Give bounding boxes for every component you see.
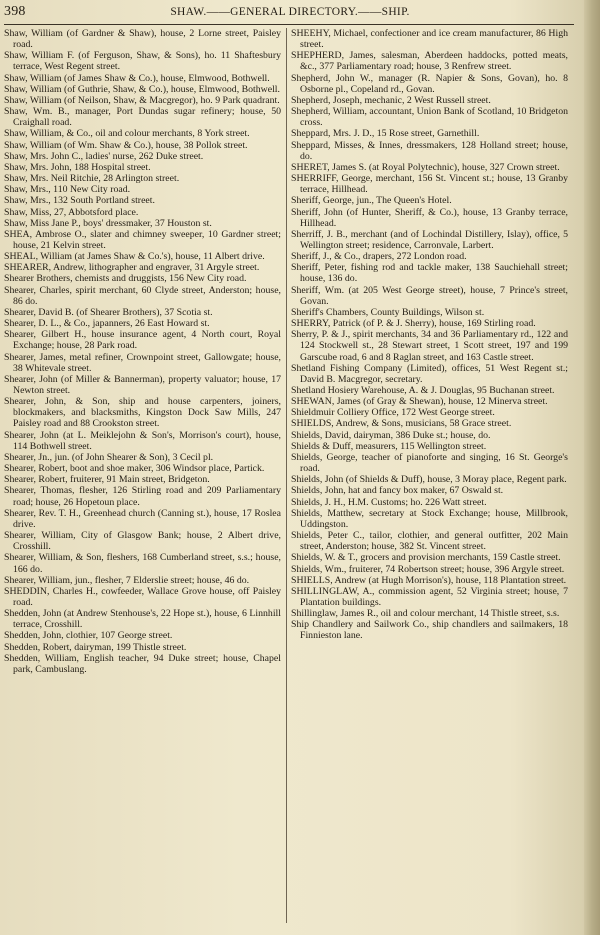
- directory-entry: Sherry, P. & J., spirit merchants, 34 and 36 Parliamentary rd., 122 and 124 Stockwell st., 28 Stewart street, 1 Scott street, 197 and 199 Garscube road, 6 and 8 Raglan street, and 163 Castle street.: [291, 329, 568, 363]
- directory-entry: Sheriff's Chambers, County Buildings, Wilson st.: [291, 306, 485, 318]
- directory-entry: SHILLINGLAW, A., commission agent, 52 Virginia street; house, 7 Plantation buildings.: [291, 585, 568, 608]
- directory-entry: Sheriff, George, jun., The Queen's Hotel.: [291, 195, 452, 207]
- directory-entry: Shetland Fishing Company (Limited), offices, 51 West Regent st.; David B. Macgregor, secretary.: [291, 362, 568, 385]
- directory-entry: Sheriff, John (of Hunter, Sheriff, & Co.), house, 13 Granby terrace, Hillhead.: [291, 206, 568, 229]
- page-edge: [584, 0, 600, 935]
- directory-entry: SHEWAN, James (of Gray & Shewan), house, 12 Minerva street.: [291, 396, 548, 408]
- directory-entry: Shearer Brothers, chemists and druggists, 156 New City road.: [4, 273, 247, 285]
- directory-entry: SHEAL, William (at James Shaw & Co.'s), house, 11 Albert drive.: [4, 251, 265, 263]
- column-divider: [286, 28, 287, 923]
- directory-entry: Shaw, William (of Guthrie, Shaw, & Co.), house, Elmwood, Bothwell.: [4, 83, 280, 95]
- directory-entry: Shearer, John, & Son, ship and house carpenters, joiners, blockmakers, and blacksmiths, Kingston Dock Saw Mills, 247 Paisley road and 88 Crookston street.: [4, 396, 281, 430]
- directory-entry: Ship Chandlery and Sailwork Co., ship chandlers and sailmakers, 18 Finnieston lane.: [291, 619, 568, 642]
- directory-entry: Shields, W. & T., grocers and provision merchants, 159 Castle street.: [291, 552, 561, 564]
- directory-entry: Shearer, Robert, fruiterer, 91 Main street, Bridgeton.: [4, 474, 210, 486]
- directory-entry: SHEA, Ambrose O., slater and chimney sweeper, 10 Gardner street; house, 21 Kelvin street.: [4, 228, 281, 251]
- directory-entry: SHEDDIN, Charles H., cowfeeder, Wallace Grove house, off Paisley road.: [4, 585, 281, 608]
- directory-entry: SHEEHY, Michael, confectioner and ice cream manufacturer, 86 High street.: [291, 28, 568, 51]
- directory-entry: Shedden, John, clothier, 107 George street.: [4, 630, 173, 642]
- directory-entry: Shaw, Miss Jane P., boys' dressmaker, 37 Houston st.: [4, 217, 212, 229]
- page-header: [0, 0, 560, 22]
- directory-entry: SHERRY, Patrick (of P. & J. Sherry), house, 169 Stirling road.: [291, 318, 536, 330]
- directory-entry: Shields & Duff, measurers, 115 Wellington street.: [291, 440, 487, 452]
- directory-entry: Shields, George, teacher of pianoforte and singing, 16 St. George's road.: [291, 451, 568, 475]
- directory-entry: Shearer, John (of Miller & Bannerman), property valuator; house, 17 Newton street.: [4, 373, 281, 396]
- directory-entry: Shedden, Robert, dairyman, 199 Thistle street.: [4, 641, 187, 653]
- directory-entry: Shaw, Mrs. John C., ladies' nurse, 262 Duke street.: [4, 150, 204, 162]
- directory-entry: Shearer, William, City of Glasgow Bank; house, 2 Albert drive, Crosshill.: [4, 530, 281, 553]
- directory-entry: Sheriff, Wm. (at 205 West George street), house, 7 Prince's street, Govan.: [291, 284, 568, 307]
- directory-entry: Shearer, Charles, spirit merchant, 60 Clyde street, Anderston; house, 86 do.: [4, 284, 281, 307]
- directory-entry: Shearer, Rev. T. H., Greenhead church (Canning st.), house, 17 Roslea drive.: [4, 507, 281, 530]
- directory-entry: Shields, Peter C., tailor, clothier, and general outfitter, 202 Main street, Anderston; house, 382 St. Vincent street.: [291, 530, 568, 553]
- directory-entry: Sherriff, J. B., merchant (and of Lochindal Distillery, Islay), office, 5 Wellington street; residence, Carronvale, Larbert.: [291, 228, 568, 251]
- directory-entry: Shearer, Gilbert H., house insurance agent, 4 North court, Royal Exchange; house, 28 Park road.: [4, 329, 281, 352]
- directory-entry: Shields, John (of Shields & Duff), house, 3 Moray place, Regent park.: [291, 474, 567, 486]
- directory-entry: Shaw, Wm. B., manager, Port Dundas sugar refinery; house, 50 Craighall road.: [4, 106, 281, 129]
- directory-entry: SHERET, James S. (at Royal Polytechnic), house, 327 Crown street.: [291, 161, 560, 173]
- directory-entry: Shearer, John (at L. Meiklejohn & Son's, Morrison's court), house, 114 Bothwell street.: [4, 429, 281, 452]
- directory-entry: Shearer, William, jun., flesher, 7 Elderslie street; house, 46 do.: [4, 574, 250, 586]
- directory-entry: Shepherd, John W., manager (R. Napier & Sons, Govan), ho. 8 Osborne pl., Copeland rd., Govan.: [291, 72, 568, 95]
- directory-entry: Shields, David, dairyman, 386 Duke st.; house, do.: [291, 429, 491, 441]
- directory-entry: Shearer, Thomas, flesher, 126 Stirling road and 209 Parliamentary road; house, 26 Hopetoun place.: [4, 485, 281, 508]
- directory-entry: Shaw, William F. (of Ferguson, Shaw, & Sons), ho. 11 Shaftesbury terrace, West Regent street.: [4, 50, 281, 73]
- directory-entry: Shields, Wm., fruiterer, 74 Robertson street; house, 396 Argyle street.: [291, 563, 565, 575]
- directory-entry: Shearer, Jn., jun. (of John Shearer & Son), 3 Cecil pl.: [4, 451, 214, 463]
- directory-entry: Shields, Matthew, secretary at Stock Exchange; house, Millbrook, Uddingston.: [291, 507, 568, 530]
- directory-entry: Shaw, Miss, 27, Abbotsford place.: [4, 206, 139, 218]
- directory-entry: Shedden, William, English teacher, 94 Duke street; house, Chapel park, Cambuslang.: [4, 652, 281, 675]
- directory-entry: Shaw, Mrs., 110 New City road.: [4, 184, 131, 196]
- directory-entry: Shillinglaw, James R., oil and colour merchant, 14 Thistle street, s.s.: [291, 608, 560, 620]
- directory-entry: Shearer, Robert, boot and shoe maker, 306 Windsor place, Partick.: [4, 463, 265, 475]
- directory-entry: SHEARER, Andrew, lithographer and engraver, 31 Argyle street.: [4, 262, 260, 274]
- directory-entry: Shaw, William (of James Shaw & Co.), house, Elmwood, Bothwell.: [4, 72, 270, 84]
- directory-entry: Shearer, David B. (of Shearer Brothers), 37 Scotia st.: [4, 306, 213, 318]
- directory-entry: Shaw, William (of Gardner & Shaw), house, 2 Lorne street, Paisley road.: [4, 28, 281, 51]
- directory-entry: Sheppard, Misses, & Innes, dressmakers, 128 Holland street; house, do.: [291, 139, 568, 162]
- running-head: SHAW.——GENERAL DIRECTORY.——SHIP.: [170, 6, 410, 18]
- directory-entry: Shaw, William (of Wm. Shaw & Co.), house, 38 Pollok street.: [4, 139, 248, 151]
- header-rule: [4, 24, 574, 25]
- directory-entry: Shearer, William, & Son, fleshers, 168 Cumberland street, s.s.; house, 166 do.: [4, 552, 281, 575]
- directory-entry: Shepherd, Joseph, mechanic, 2 West Russell street.: [291, 94, 491, 106]
- directory-entry: Shaw, William (of Neilson, Shaw, & Macgregor), ho. 9 Park quadrant.: [4, 94, 280, 106]
- directory-entry: Shaw, Mrs. John, 188 Hospital street.: [4, 161, 151, 173]
- directory-entry: Shaw, William, & Co., oil and colour merchants, 8 York street.: [4, 128, 250, 140]
- directory-entry: Shepherd, William, accountant, Union Bank of Scotland, 10 Bridgeton cross.: [291, 106, 568, 129]
- right-column: [291, 28, 568, 642]
- directory-entry: SHERRIFF, George, merchant, 156 St. Vincent st.; house, 13 Granby terrace, Hillhead.: [291, 173, 568, 196]
- directory-entry: Shields, J. H., H.M. Customs; ho. 226 Watt street.: [291, 496, 487, 508]
- directory-entry: Shearer, James, metal refiner, Crownpoint street, Gallowgate; house, 38 Whitevale street.: [4, 351, 281, 374]
- directory-entry: Sheriff, J., & Co., drapers, 272 London road.: [291, 251, 467, 263]
- directory-entry: Shields, John, hat and fancy box maker, 67 Oswald st.: [291, 485, 504, 497]
- directory-entry: Shaw, Mrs. Neil Ritchie, 28 Arlington street.: [4, 173, 180, 185]
- directory-entry: Shieldmuir Colliery Office, 172 West George street.: [291, 407, 495, 419]
- directory-entry: Shedden, John (at Andrew Stenhouse's, 22 Hope st.), house, 6 Linnhill terrace, Crosshill.: [4, 608, 281, 631]
- directory-entry: SHIELLS, Andrew (at Hugh Morrison's), house, 118 Plantation street.: [291, 574, 567, 586]
- directory-entry: Shaw, Mrs., 132 South Portland street.: [4, 195, 155, 207]
- left-column: [4, 28, 281, 675]
- directory-entry: Shearer, D. L., & Co., japanners, 26 East Howard st.: [4, 318, 210, 330]
- directory-entry: Sheppard, Mrs. J. D., 15 Rose street, Garnethill.: [291, 128, 480, 140]
- directory-entry: Sheriff, Peter, fishing rod and tackle maker, 138 Sauchiehall street; house, 136 do.: [291, 262, 568, 285]
- directory-entry: Shetland Hosiery Warehouse, A. & J. Douglas, 95 Buchanan street.: [291, 385, 555, 396]
- directory-entry: SHIELDS, Andrew, & Sons, musicians, 58 Grace street.: [291, 418, 512, 430]
- directory-entry: SHEPHERD, James, salesman, Aberdeen haddocks, potted meats, &c., 377 Parliamentary road; house, 3 Renfrew street.: [291, 50, 568, 73]
- page-number: 398: [4, 4, 26, 19]
